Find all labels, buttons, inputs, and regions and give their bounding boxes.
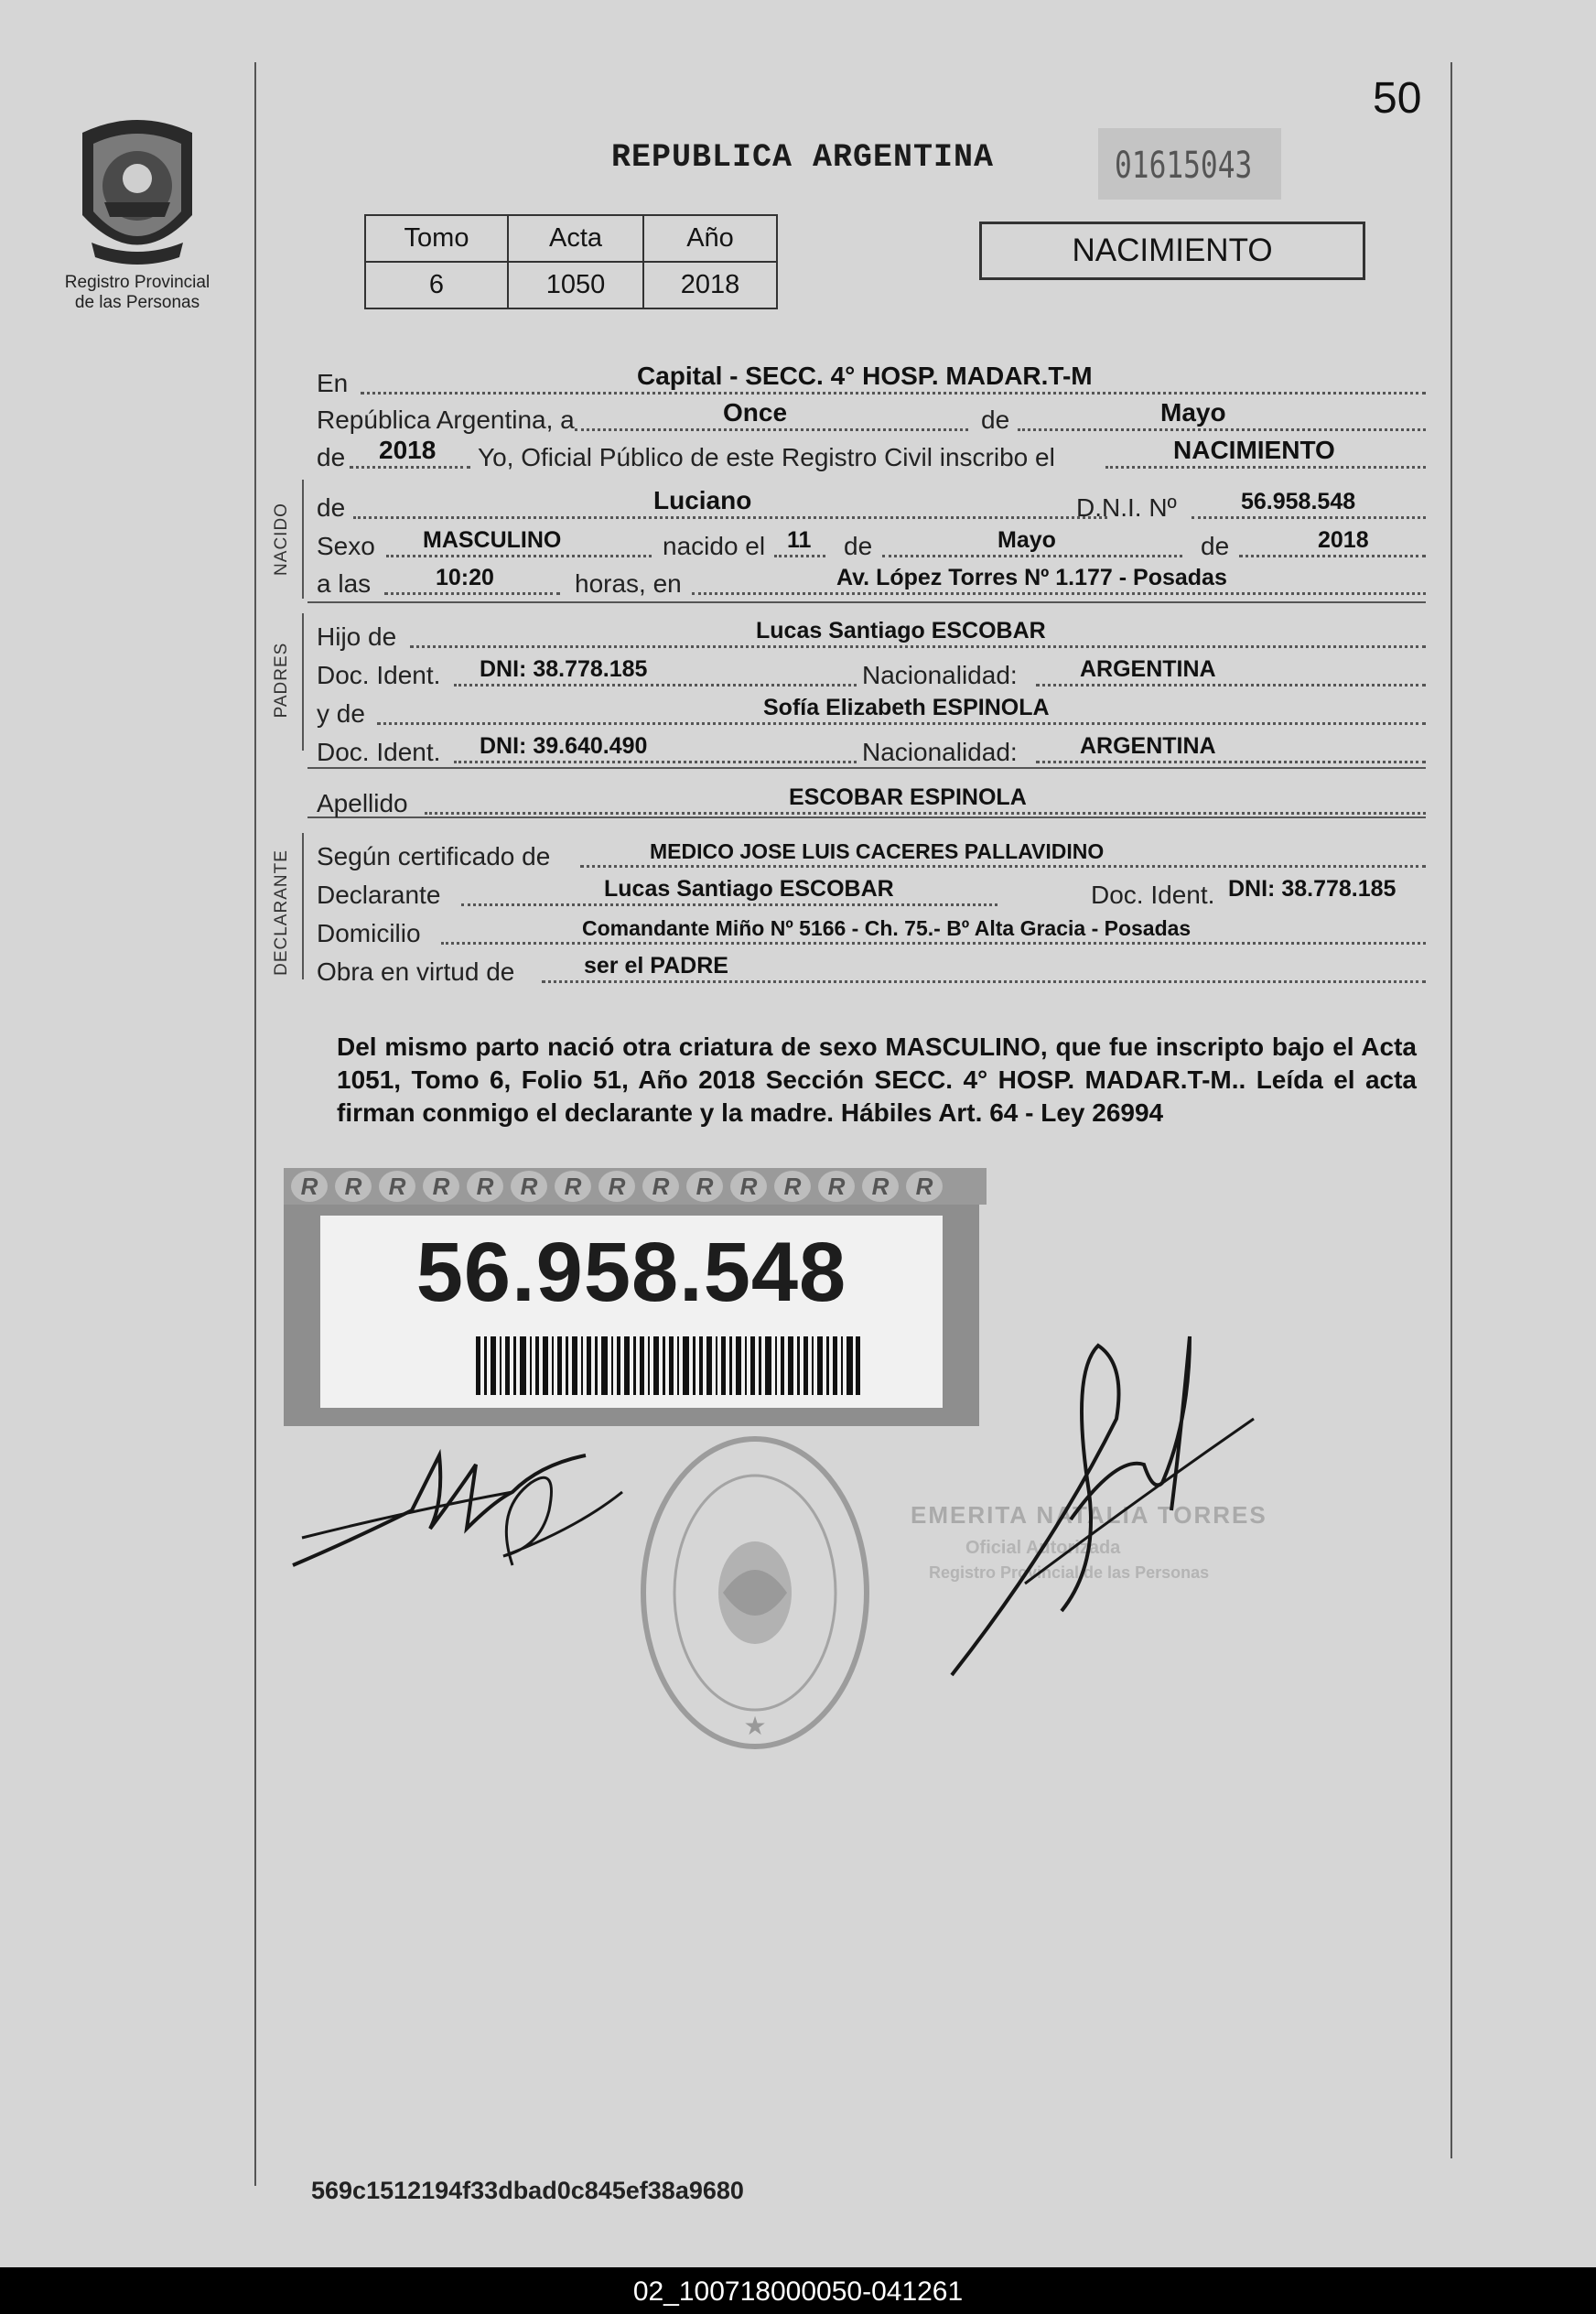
round-registry-stamp bbox=[631, 1428, 879, 1757]
label-de-anio: de bbox=[1201, 532, 1230, 560]
apellido-value: ESCOBAR ESPINOLA bbox=[789, 784, 1027, 810]
padre-value: Lucas Santiago ESCOBAR bbox=[756, 618, 1046, 643]
row-obra bbox=[317, 952, 1426, 989]
row-domicilio bbox=[317, 914, 1426, 950]
serial-number: 01615043 bbox=[1115, 145, 1253, 187]
sexo-value: MASCULINO bbox=[423, 527, 562, 553]
dotted-line bbox=[461, 903, 998, 906]
label-republica: República Argentina, a bbox=[317, 405, 575, 434]
dotted-line bbox=[454, 684, 857, 687]
record-table-header: Tomo bbox=[365, 215, 508, 262]
label-nacionalidad: Nacionalidad: bbox=[862, 738, 1018, 766]
label-doc-ident: Doc. Ident. bbox=[317, 738, 441, 766]
barcode bbox=[476, 1336, 860, 1395]
sticker-dni-number: 56.958.548 bbox=[415, 1226, 847, 1319]
label-declarante: Declarante bbox=[317, 881, 441, 909]
page-number: 50 bbox=[1373, 74, 1422, 123]
official-office: Registro Provincial de las Personas bbox=[929, 1563, 1210, 1582]
dotted-line bbox=[774, 555, 825, 557]
tomo-value: 6 bbox=[365, 262, 508, 308]
record-type-box: NACIMIENTO bbox=[979, 222, 1365, 280]
misiones-seal-logo bbox=[64, 114, 210, 270]
security-mark: R bbox=[774, 1171, 811, 1202]
dotted-line bbox=[377, 722, 1426, 725]
svg-text:★: ★ bbox=[743, 1712, 767, 1740]
country-title: REPUBLICA ARGENTINA bbox=[611, 139, 995, 176]
label-hijo-de: Hijo de bbox=[317, 622, 397, 651]
label-segun: Según certificado de bbox=[317, 842, 551, 870]
label-doc-ident: Doc. Ident. bbox=[1091, 881, 1215, 909]
declarante-bracket bbox=[302, 833, 304, 979]
anio-value: 2018 bbox=[379, 436, 437, 464]
row-madre-doc bbox=[317, 732, 1426, 769]
dotted-line bbox=[1036, 761, 1426, 763]
record-table bbox=[364, 214, 778, 309]
obra-value: ser el PADRE bbox=[584, 953, 728, 979]
dotted-line bbox=[1105, 466, 1426, 469]
label-dni: D.N.I. Nº bbox=[1076, 493, 1177, 522]
lugar-value: Capital - SECC. 4° HOSP. MADAR.T-M bbox=[637, 362, 1093, 390]
label-oficial: Yo, Oficial Público de este Registro Civil inscribo el bbox=[478, 443, 1055, 471]
anio-value: 2018 bbox=[643, 262, 777, 308]
security-mark: R bbox=[511, 1171, 547, 1202]
serial-number-stamp bbox=[1098, 128, 1281, 200]
dotted-line bbox=[1018, 428, 1426, 431]
dia-letras-value: Once bbox=[723, 398, 788, 427]
label-nacido-el: nacido el bbox=[663, 532, 766, 560]
padres-bracket bbox=[302, 613, 304, 751]
row-apellido bbox=[317, 784, 1426, 820]
record-table-header: Acta bbox=[508, 215, 643, 262]
dotted-line bbox=[1239, 555, 1426, 557]
madre-value: Sofía Elizabeth ESPINOLA bbox=[763, 695, 1050, 720]
dotted-line bbox=[361, 392, 1426, 395]
acta-value: 1050 bbox=[508, 262, 643, 308]
label-de: de bbox=[981, 405, 1010, 434]
registry-caption bbox=[37, 273, 238, 313]
section-label-nacido: NACIDO bbox=[272, 503, 291, 576]
label-en: En bbox=[317, 369, 349, 397]
dotted-line bbox=[580, 865, 1426, 868]
lugar-nac-value: Av. López Torres Nº 1.177 - Posadas bbox=[836, 565, 1227, 590]
dotted-line bbox=[692, 592, 1426, 595]
registry-caption-line1: Registro Provincial bbox=[64, 273, 210, 292]
domicilio-value: Comandante Miño Nº 5166 - Ch. 75.- Bº Alta Gracia - Posadas bbox=[582, 916, 1192, 940]
divider-nacido bbox=[307, 601, 1426, 603]
left-margin-line bbox=[254, 62, 256, 2186]
declarante-value: Lucas Santiago ESCOBAR bbox=[604, 876, 894, 902]
madre-nac-value: ARGENTINA bbox=[1080, 733, 1216, 759]
label-sexo: Sexo bbox=[317, 532, 375, 560]
row-madre bbox=[317, 694, 1426, 730]
tipo-value: NACIMIENTO bbox=[1173, 436, 1335, 464]
security-mark: R bbox=[598, 1171, 635, 1202]
official-name: EMERITA NATALIA TORRES bbox=[911, 1501, 1267, 1529]
document-hash: 569c1512194f33dbad0c845ef38a9680 bbox=[311, 2177, 744, 2204]
record-table-header: Año bbox=[643, 215, 777, 262]
dotted-line bbox=[575, 428, 968, 431]
label-de-mes: de bbox=[844, 532, 873, 560]
security-mark: R bbox=[906, 1171, 943, 1202]
dni-value: 56.958.548 bbox=[1241, 489, 1356, 514]
registry-caption-line2: de las Personas bbox=[74, 293, 200, 312]
security-mark: R bbox=[642, 1171, 679, 1202]
official-title: Oficial Autorizada bbox=[965, 1538, 1121, 1558]
certificado-value: MEDICO JOSE LUIS CACERES PALLAVIDINO bbox=[650, 839, 1105, 863]
label-obra: Obra en virtud de bbox=[317, 957, 515, 986]
observations-note: Del mismo parto nació otra criatura de sexo MASCULINO, que fue inscripto bajo el Acta 1051, Tomo 6, Folio 51, Año 2018 Sección SECC. 4° HOSP. MADAR.T-M.. Leída el acta firman conmigo el declarante y la madre. Hábiles Art. 64 - Ley 26994 bbox=[337, 1033, 1417, 1127]
sticker-security-band bbox=[284, 1168, 987, 1205]
row-sexo bbox=[317, 526, 1426, 563]
label-domicilio: Domicilio bbox=[317, 919, 421, 947]
mes-nac-value: Mayo bbox=[998, 527, 1056, 553]
hora-value: 10:20 bbox=[436, 565, 494, 590]
dotted-line bbox=[441, 942, 1426, 945]
label-apellido: Apellido bbox=[317, 789, 408, 817]
label-nacionalidad: Nacionalidad: bbox=[862, 661, 1018, 689]
dia-value: 11 bbox=[787, 527, 812, 553]
security-mark: R bbox=[467, 1171, 503, 1202]
official-signature bbox=[915, 1309, 1281, 1693]
dotted-line bbox=[384, 592, 560, 595]
padre-doc-value: DNI: 38.778.185 bbox=[480, 656, 648, 682]
dotted-line bbox=[1192, 516, 1426, 519]
section-label-declarante: DECLARANTE bbox=[272, 849, 291, 976]
declarant-signature bbox=[284, 1437, 631, 1584]
security-mark: R bbox=[335, 1171, 372, 1202]
dotted-line bbox=[353, 516, 1107, 519]
row-fecha bbox=[317, 400, 1426, 437]
security-mark: R bbox=[379, 1171, 415, 1202]
row-inscripcion bbox=[317, 438, 1426, 474]
nombre-value: Luciano bbox=[653, 486, 752, 514]
label-horas-en: horas, en bbox=[575, 569, 682, 598]
declarante-doc-value: DNI: 38.778.185 bbox=[1228, 876, 1396, 902]
row-lugar bbox=[317, 363, 1426, 400]
right-margin-line bbox=[1450, 62, 1452, 2158]
dotted-line bbox=[454, 761, 857, 763]
label-y-de: y de bbox=[317, 699, 365, 728]
nacido-bracket bbox=[302, 480, 304, 599]
label-de-name: de bbox=[317, 493, 346, 522]
security-mark: R bbox=[555, 1171, 591, 1202]
row-padre bbox=[317, 617, 1426, 654]
security-mark: R bbox=[686, 1171, 723, 1202]
label-de-year: de bbox=[317, 443, 346, 471]
security-mark: R bbox=[291, 1171, 328, 1202]
dotted-line bbox=[1036, 684, 1426, 687]
dotted-line bbox=[350, 466, 470, 469]
section-label-padres: PADRES bbox=[272, 642, 291, 719]
mes-value: Mayo bbox=[1160, 398, 1226, 427]
dotted-line bbox=[882, 555, 1182, 557]
row-hora bbox=[317, 564, 1426, 600]
record-table-header-row bbox=[365, 215, 777, 262]
security-mark: R bbox=[818, 1171, 855, 1202]
security-mark: R bbox=[730, 1171, 767, 1202]
row-certificado bbox=[317, 837, 1426, 873]
document-code: 02_100718000050-041261 bbox=[632, 2276, 964, 2307]
dotted-line bbox=[542, 980, 1426, 983]
dni-sticker bbox=[284, 1168, 979, 1426]
label-a-las: a las bbox=[317, 569, 372, 598]
dotted-line bbox=[386, 555, 652, 557]
row-nombre bbox=[317, 488, 1426, 524]
madre-doc-value: DNI: 39.640.490 bbox=[480, 733, 648, 759]
sticker-label bbox=[320, 1216, 943, 1408]
dotted-line bbox=[425, 812, 1426, 815]
anio-nac-value: 2018 bbox=[1318, 527, 1369, 553]
dotted-line bbox=[410, 645, 1426, 648]
row-padre-doc bbox=[317, 655, 1426, 692]
label-doc-ident: Doc. Ident. bbox=[317, 661, 441, 689]
record-table-value-row bbox=[365, 262, 777, 308]
security-mark: R bbox=[862, 1171, 899, 1202]
security-mark: R bbox=[423, 1171, 459, 1202]
padre-nac-value: ARGENTINA bbox=[1080, 656, 1216, 682]
row-declarante bbox=[317, 875, 1426, 912]
